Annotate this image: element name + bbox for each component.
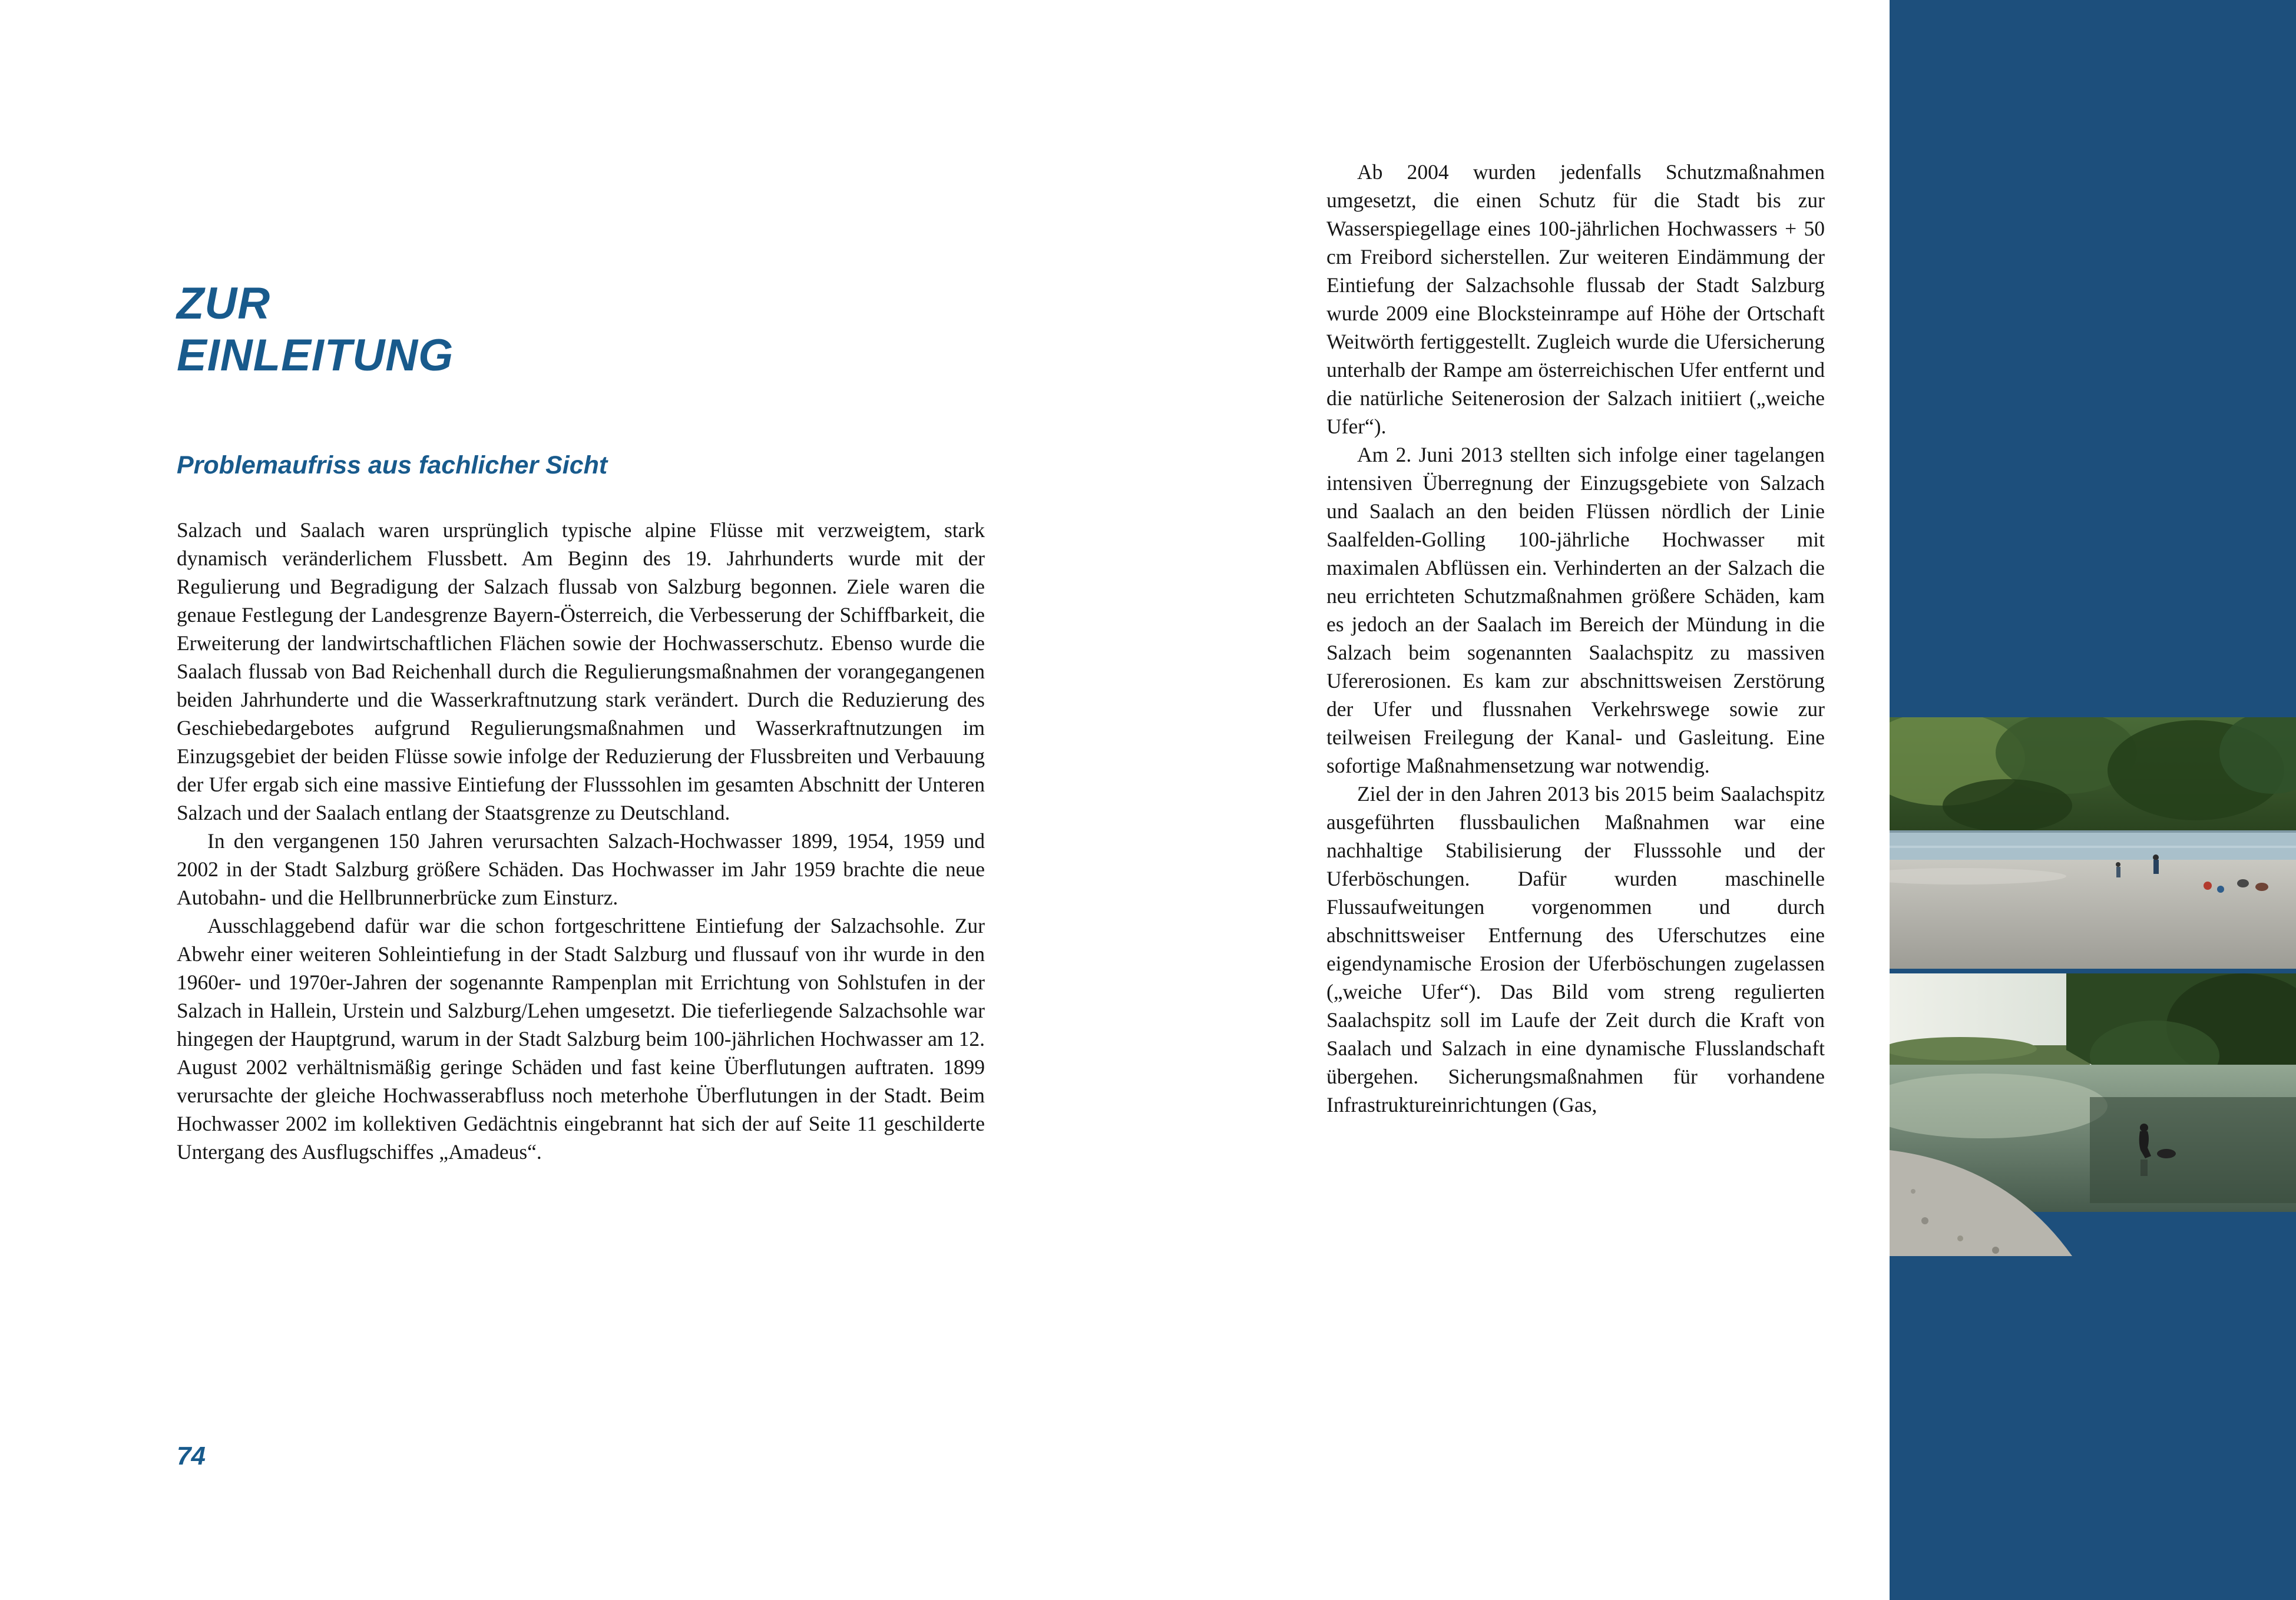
page-number: 74 <box>177 1442 206 1470</box>
chapter-heading-line1: ZUR <box>177 279 271 329</box>
gravel-bank <box>1890 860 2296 969</box>
left-column <box>177 278 985 1166</box>
paragraph: Ab 2004 wurden jedenfalls Schutzmaßnahmen umgesetzt, die einen Schutz für die Stadt bis zur Wasserspiegellage eines 100-jährlichen Hochwassers + 50 cm Freibord sicherstellen. Zur weiteren Eindämmung der Eintiefung der Salzachsohle flussab der Stadt Salzburg wurde 2009 eine Blocksteinrampe auf Höhe der Ortschaft Weitwörth fertiggestellt. Zugleich wurde die Ufersicherung unterhalb der Rampe am österreichischen Ufer entfernt und die natürliche Seitenerosion der Salzach initiiert („weiche Ufer“). <box>1326 160 1825 438</box>
right-column-body <box>1326 158 1825 1119</box>
chapter-heading-line2: EINLEITUNG <box>177 330 454 381</box>
photo-river-person <box>1890 973 2296 1256</box>
photo-river-gravel-bank <box>1890 717 2296 969</box>
water <box>1890 830 2296 861</box>
chapter-heading <box>177 278 985 382</box>
paragraph: Salzach und Saalach waren ursprünglich typische alpine Flüsse mit verzweigtem, stark dynamisch veränderlichem Flussbett. Am Beginn des 19. Jahrhunderts wurde mit der Regulierung und Begradigung der Salzach flussab von Salzburg begonnen. Ziele waren die genaue Festlegung der Landesgrenze Bayern-Österreich, die Verbesserung der Schiffbarkeit, die Erweiterung der landwirtschaftlichen Flächen sowie der Hochwasserschutz. Ebenso wurde die Saalach flussab von Bad Reichenhall durch die Regulierungsmaßnahmen der vorangegangenen beiden Jahrhunderte und die Wasserkraftnutzung stark verändert. Durch die Reduzierung des Geschiebedargebotes aufgrund Regulierungsmaßnahmen und Wasserkraftnutzungen im Einzugsgebiet der beiden Flüsse sowie infolge der Reduzierung der Flussbreiten und Verbauung der Ufer ergab sich eine massive Eintiefung der Flusssohlen im gesamten Abschnitt der Unteren Salzach und der Saalach entlang der Staatsgrenze zu Deutschland. <box>177 518 985 824</box>
paragraph: Ausschlaggebend dafür war die schon fortgeschrittene Eintiefung der Salzachsohle. Zur Abwehr einer weiteren Sohleintiefung in der Stadt Salzburg und flussauf von ihr wurde in den 1960er- und 1970er-Jahren der sogenannte Rampenplan mit Errichtung von Sohlstufen in der Salzach in Hallein, Urstein und Salzburg/Lehen umgesetzt. Die tieferliegende Salzachsohle war hingegen der Hauptgrund, warum in der Stadt Salzburg beim 100-jährlichen Hochwasser am 12. August 2002 verhältnismäßig geringe Schäden und fast keine Überflutungen auftraten. 1899 verursachte der gleiche Hochwasserabfluss noch meterhohe Überflutungen in der Stadt. Beim Hochwasser 2002 im kollektiven Gedächtnis eingebrannt hat sich der auf Seite 11 geschilderte Untergang des Ausflugschiffes „Amadeus“. <box>177 913 985 1164</box>
left-column-body <box>177 516 985 1166</box>
photo-river-gravel-bank-art <box>1890 717 2296 969</box>
right-column <box>1326 158 1825 1119</box>
paragraph: Ziel der in den Jahren 2013 bis 2015 beim Saalachspitz ausgeführten flussbaulichen Maßnahmen war eine nachhaltige Stabilisierung der Flusssohle und der Uferböschungen. Dafür wurden maschinelle Flussaufweitungen vorgenommen und durch abschnittsweiser Entfernung des Uferschutzes eine eigendynamische Erosion der Uferböschungen zugelassen („weiche Ufer“). Das Bild vom streng regulierten Saalachspitz soll im Laufe der Zeit durch die Kraft von Saalach und Salzach in eine dynamische Flusslandschaft übergehen. Sicherungsmaßnahmen für vorhandene Infrastruktureinrichtungen (Gas, <box>1326 782 1825 1117</box>
forest <box>1890 717 2296 833</box>
section-subheading: Problemaufriss aus fachlicher Sicht <box>177 451 608 480</box>
paragraph: Am 2. Juni 2013 stellten sich infolge einer tagelangen intensiven Überregnung der Einzugsgebiete von Salzach und Saalach an den beiden Flüssen nördlich der Linie Saalfelden-Golling 100-jährliche Hochwasser mit maximalen Abflüssen ein. Verhinderten an der Salzach die neu errichteten Schutzmaßnahmen größere Schäden, kam es jedoch an der Saalach im Bereich der Mündung in die Salzach beim sogenannten Saalachspitz zu massiven Ufererosionen. Es kam zur abschnittsweisen Zerstörung der Ufer und flussnahen Verkehrswege sowie zur teilweisen Freilegung der Kanal- und Gasleitung. Eine sofortige Maßnahmensetzung war notwendig. <box>1326 443 1825 777</box>
photo-river-person-art <box>1890 973 2296 1256</box>
paragraph: In den vergangenen 150 Jahren verursachten Salzach-Hochwasser 1899, 1954, 1959 und 2002 in der Stadt Salzburg größere Schäden. Das Hochwasser im Jahr 1959 brachte die neue Autobahn- und die Hellbrunnerbrücke zum Einsturz. <box>177 829 985 909</box>
